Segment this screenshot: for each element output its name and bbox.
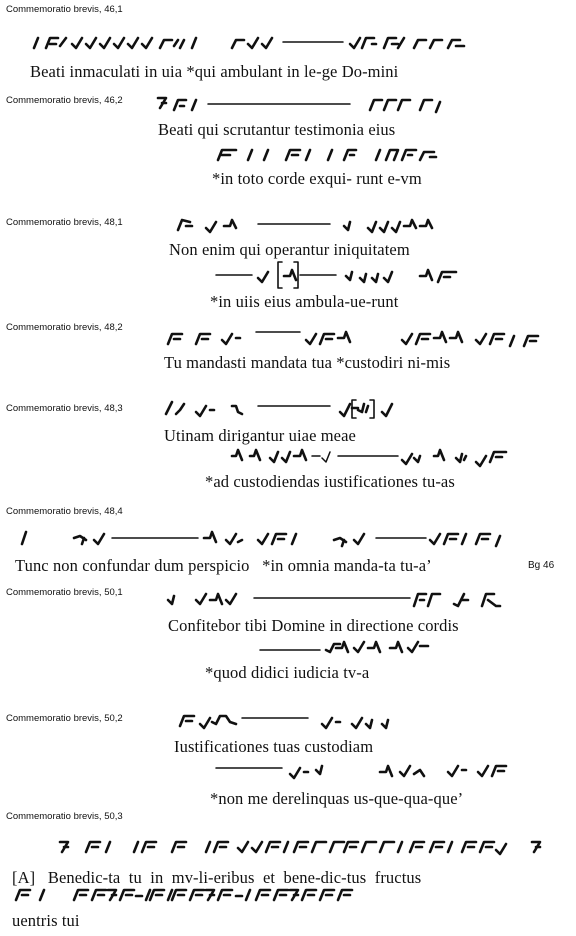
section-label: Commemoratio brevis, 48,2 [6, 322, 123, 333]
chant-text-line: Beati qui scrutantur testimonia eius [158, 120, 396, 139]
neume-row [34, 38, 464, 48]
chant-text-line: Tunc non confundar dum perspicio *in omnia manda-ta tu-a’ [15, 556, 432, 575]
section-label: Commemoratio brevis, 46,2 [6, 95, 123, 106]
chant-text-line: Iustificationes tuas custodiam [174, 737, 374, 756]
chant-text-line: *in toto corde exqui- runt e-vm [212, 169, 422, 188]
section-label: Commemoratio brevis, 50,2 [6, 713, 123, 724]
chant-text-line: Tu mandasti mandata tua *custodiri ni-mis [164, 353, 451, 372]
neume-row [168, 594, 500, 652]
chant-text-line: Beati inmaculati in uia *qui ambulant in le-ge Do-mini [30, 62, 399, 81]
neume-row [16, 842, 540, 900]
section-label: Commemoratio brevis, 48,1 [6, 217, 123, 228]
chant-text-line: *in uiis eius ambula-ue-runt [210, 292, 399, 311]
chant-text-line: Confitebor tibi Domine in directione cordis [168, 616, 459, 635]
neume-row [178, 220, 456, 288]
neume-row [158, 98, 440, 160]
neume-row [166, 400, 506, 466]
chant-text-line: uentris tui [12, 911, 80, 930]
neume-row [180, 716, 506, 778]
section-label: Commemoratio brevis, 50,1 [6, 587, 123, 598]
section-label: Commemoratio brevis, 48,4 [6, 506, 123, 517]
chant-text-line: Non enim qui operantur iniquitatem [169, 240, 410, 259]
chant-text-line: *quod didici iudicia tv-a [205, 663, 370, 682]
chant-text-line: [A] Benedic-ta tu in mv-li-eribus et bene-dic-tus fructus [12, 868, 422, 887]
section-label: Commemoratio brevis, 50,3 [6, 811, 123, 822]
section-label: Commemoratio brevis, 46,1 [6, 4, 123, 15]
page-reference: Bg 46 [528, 560, 555, 571]
chant-text-line: *ad custodiendas iustificationes tu-as [205, 472, 455, 491]
neume-row [22, 532, 500, 546]
chant-text-line: Utinam dirigantur uiae meae [164, 426, 356, 445]
section-label: Commemoratio brevis, 48,3 [6, 403, 123, 414]
neume-row [168, 332, 538, 346]
chant-text-line: *non me derelinquas us-que-qua-que’ [210, 789, 464, 808]
